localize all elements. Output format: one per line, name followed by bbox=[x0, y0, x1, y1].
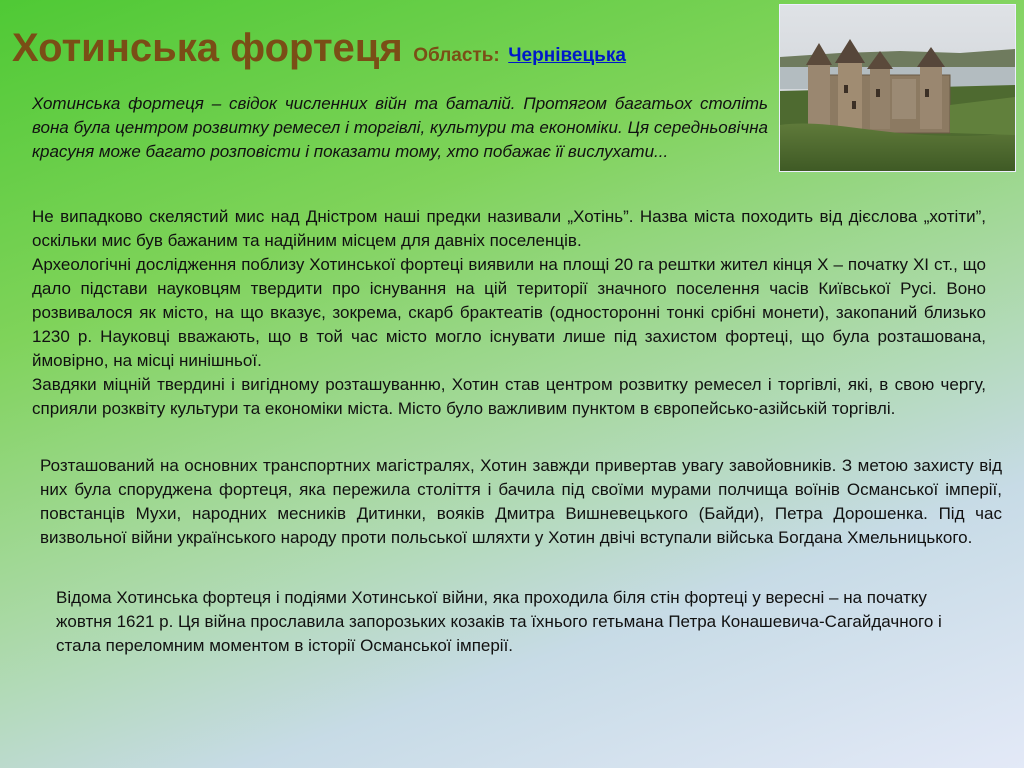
war-block bbox=[56, 586, 976, 658]
paragraph-trade: Завдяки міцній твердині і вигідному розташуванню, Хотин став центром розвитку ремесел і торгівлі, які, в свою чергу, сприяли розквіту культури та економіки міста. Місто було важливим пунктом в європейсько-азійській торгівлі. bbox=[32, 375, 986, 418]
paragraph-khotyn-war: Відома Хотинська фортеця і подіями Хотинської війни, яка проходила біля стін фортеці у вересні – на початку жовтня 1621 р. Ця війна прославила запорозьких козаків та їхнього гетьмана Петра Конашевича-Сагайдачного і стала переломним моментом в історії Османської імперії. bbox=[56, 588, 942, 655]
region-link[interactable]: Чернівецька bbox=[508, 45, 626, 66]
defense-block bbox=[40, 454, 1002, 550]
intro-text: Хотинська фортеця – свідок численних війн та баталій. Протягом багатьох століть вона була центром розвитку ремесел і торгівлі, культури та економіки. Ця середньовічна красуня може багато розповісти і показати тому, хто побажає її вислухати... bbox=[32, 94, 768, 161]
page-title: Хотинська фортеця bbox=[12, 26, 403, 70]
paragraph-archaeology: Археологічні дослідження поблизу Хотинської фортеці виявили на площі 20 га рештки жител кінця Х – початку ХІ ст., що дало підстави науковцям твердити про існування на цій території значного поселення часів Київської Русі. Воно розвивалося як місто, на що вказує, зокрема, скарб брактеатів (односторонні тонкі срібні монети), закопаний близько 1230 р. Науковці вважають, що в той час місто могло існувати лише під захистом фортеці, що була розташована, ймовірно, на місці нинішньої. bbox=[32, 255, 986, 370]
region-label: Область: bbox=[413, 45, 500, 66]
paragraph-defense: Розташований на основних транспортних магістралях, Хотин завжди привертав увагу завойовників. З метою захисту від них була споруджена фортеця, яка пережила століття і бачила під своїми мурами полчища воїнів Османської імперії, повстанців Мухи, народних месників Дитинки, вояків Дмитра Вишневецького (Байди), Петра Дорошенка. Під час визвольної війни українського народу проти польської шляхти у Хотин двічі вступали війська Богдана Хмельницького. bbox=[40, 456, 1002, 547]
paragraph-name-origin: Не випадково скелястий мис над Дністром наші предки називали „Хотінь”. Назва міста походить від дієслова „хотіти”, оскільки мис був бажаним та надійним місцем для давніх поселенців. bbox=[32, 207, 986, 250]
history-block bbox=[32, 205, 986, 421]
fortress-photo-icon bbox=[780, 5, 1015, 171]
header bbox=[12, 26, 772, 71]
fortress-photo bbox=[779, 4, 1016, 172]
